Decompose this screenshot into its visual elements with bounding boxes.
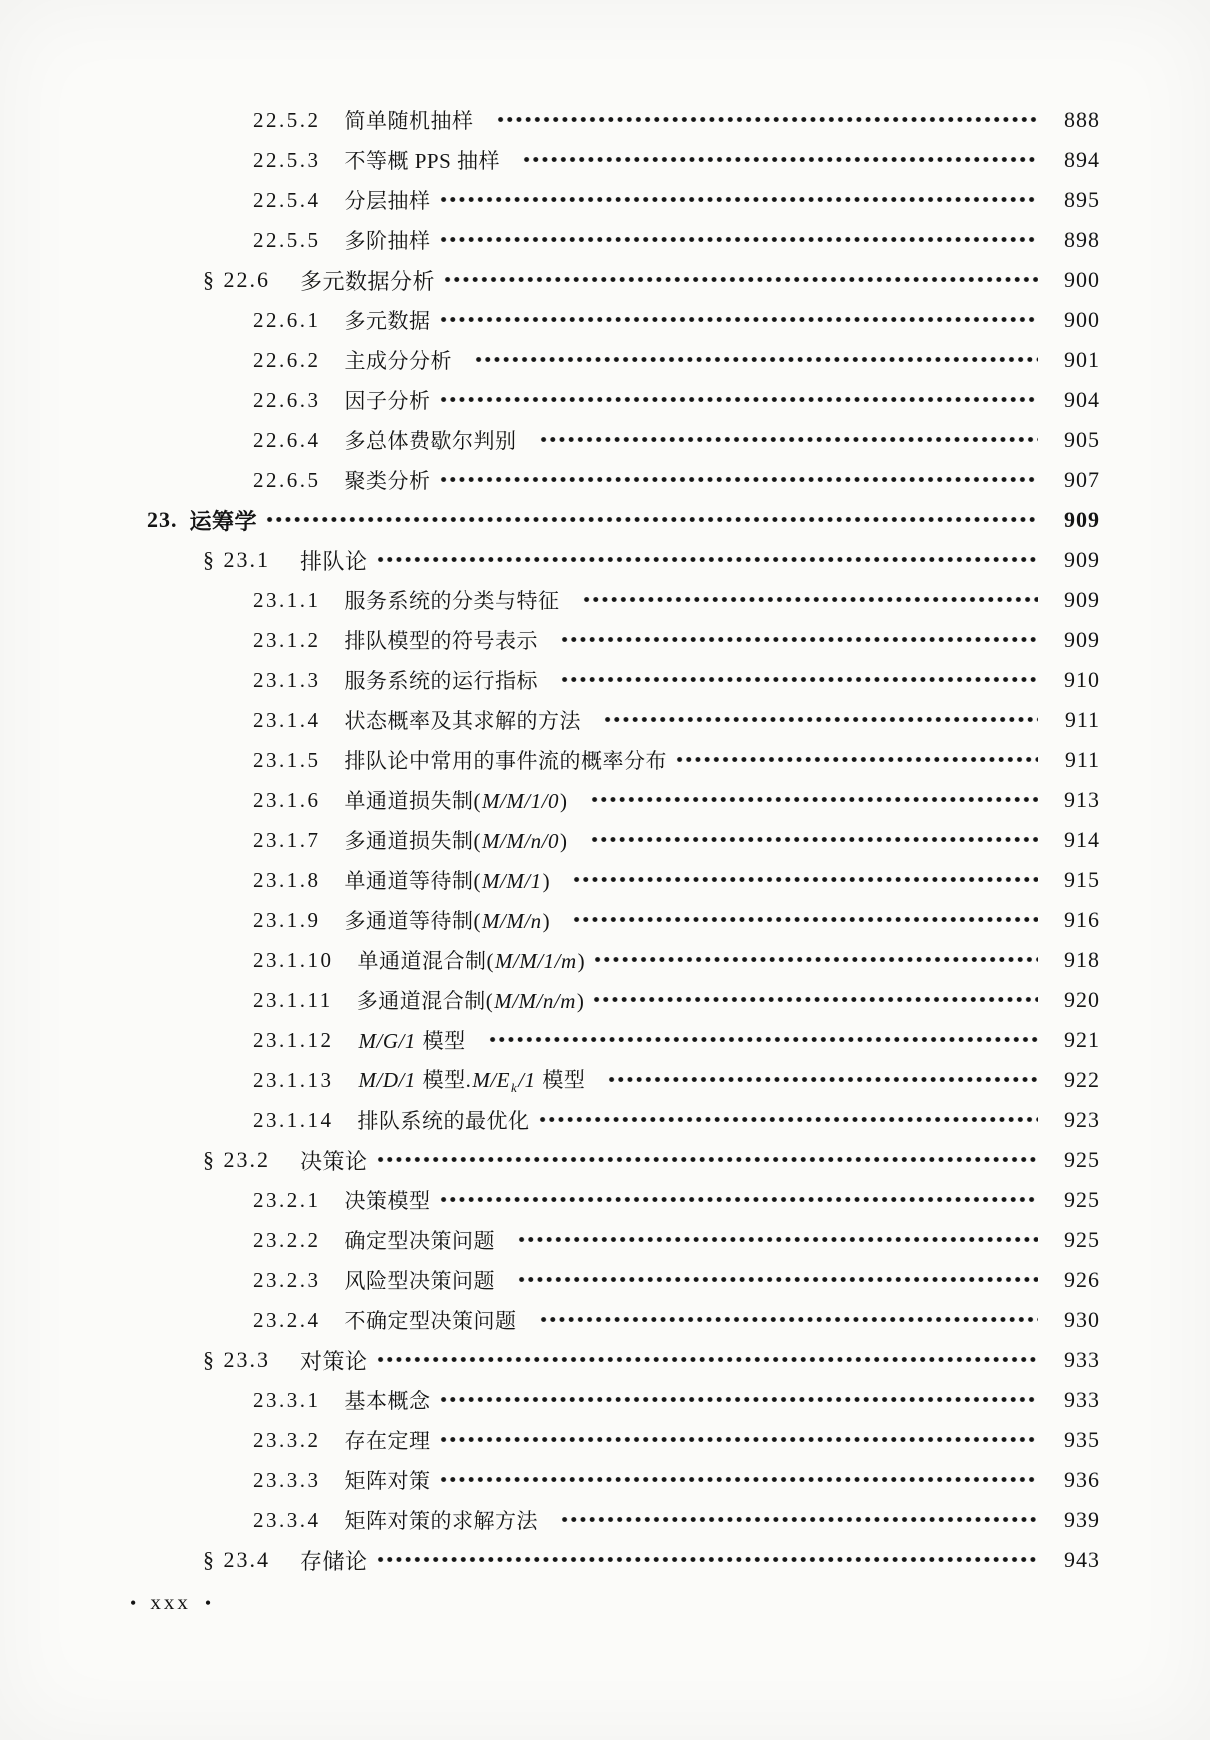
- toc-entry-number: 22.6.4: [253, 427, 321, 452]
- toc-entry-page: 910: [1064, 667, 1100, 692]
- dot-leader-icon: [572, 900, 1038, 940]
- toc-entry-page: 914: [1064, 827, 1100, 852]
- toc-entry-page: 895: [1064, 187, 1100, 212]
- toc-row: [0, 700, 1210, 740]
- toc-entry-number: § 23.4: [203, 1547, 270, 1572]
- toc-entry-page: 916: [1064, 907, 1100, 932]
- toc-row: [0, 1540, 1210, 1580]
- toc-entry-page: 898: [1064, 227, 1100, 252]
- dot-leader-icon: [582, 580, 1039, 620]
- toc-row: [0, 1260, 1210, 1300]
- toc-row: [0, 1460, 1210, 1500]
- toc-entry-title: 单通道等待制(M/M/1): [344, 869, 551, 893]
- dot-leader-icon: [439, 1180, 1039, 1220]
- toc-entry-number: 22.6.1: [253, 307, 321, 332]
- math-notation: M/E: [472, 1068, 510, 1092]
- dot-leader-icon: [265, 500, 1038, 540]
- toc-row: [0, 740, 1210, 780]
- toc-entry-page: 909: [1064, 507, 1100, 532]
- toc-entry-page: 921: [1064, 1027, 1100, 1052]
- toc-row: [0, 180, 1210, 220]
- toc-entry-title: 不等概 PPS 抽样: [344, 149, 501, 173]
- toc-entry-title: 风险型决策问题: [344, 1269, 495, 1293]
- toc-entry-title: 决策论: [300, 1148, 368, 1174]
- toc-entry-number: 23.3.3: [253, 1467, 321, 1492]
- toc-row: [0, 420, 1210, 460]
- toc-entry-number: 23.3.2: [253, 1427, 321, 1452]
- math-notation: M/M/1/0: [482, 789, 559, 813]
- toc-entry-title: 决策模型: [344, 1189, 431, 1213]
- toc-entry-title: 多总体费歇尔判别: [344, 429, 517, 453]
- toc-entry-number: 23.2.3: [253, 1267, 321, 1292]
- toc-row: [0, 1500, 1210, 1540]
- toc-entry-page: 933: [1064, 1387, 1100, 1412]
- toc-entry-page: 925: [1064, 1147, 1100, 1172]
- toc-entry-page: 922: [1064, 1067, 1100, 1092]
- math-notation: M/G/1: [358, 1029, 416, 1053]
- toc-entry-number: 23.1.10: [253, 947, 334, 972]
- toc-entry-title: 对策论: [300, 1348, 368, 1374]
- toc-entry-number: 23.1.7: [253, 827, 321, 852]
- math-notation: M/M/n: [482, 909, 542, 933]
- dot-leader-icon: [439, 460, 1039, 500]
- toc-row: [0, 140, 1210, 180]
- toc-entry-title: 排队论: [300, 548, 368, 574]
- toc-row: [0, 780, 1210, 820]
- dot-leader-icon: [439, 1420, 1039, 1460]
- toc-entry-page: 918: [1064, 947, 1100, 972]
- toc-entry-page: 930: [1064, 1307, 1100, 1332]
- toc-entry-number: 22.5.3: [253, 147, 321, 172]
- toc-entry-number: 23.2.2: [253, 1227, 321, 1252]
- toc-entry-page: 900: [1064, 307, 1100, 332]
- toc-row: [0, 580, 1210, 620]
- dot-leader-icon: [443, 260, 1038, 300]
- toc-row: [0, 620, 1210, 660]
- toc-row: [0, 300, 1210, 340]
- dot-leader-icon: [439, 300, 1039, 340]
- toc-entry-title: 矩阵对策: [344, 1469, 431, 1493]
- toc-entry-page: 925: [1064, 1187, 1100, 1212]
- dot-leader-icon: [522, 140, 1038, 180]
- toc-entry-title: 排队模型的符号表示: [344, 629, 538, 653]
- toc-entry-number: 22.5.2: [253, 107, 321, 132]
- toc-list: [0, 100, 1210, 1580]
- dot-leader-icon: [592, 980, 1038, 1020]
- toc-entry-number: § 23.2: [203, 1147, 270, 1172]
- toc-entry-number: 23.: [147, 507, 178, 532]
- dot-leader-icon: [496, 100, 1039, 140]
- toc-row: [0, 1100, 1210, 1140]
- toc-row: [0, 380, 1210, 420]
- toc-entry-number: 23.1.2: [253, 627, 321, 652]
- toc-entry-title: 单通道混合制(M/M/1/m): [357, 949, 586, 973]
- toc-entry-title: 多通道混合制(M/M/n/m): [356, 989, 585, 1013]
- toc-row: [0, 1420, 1210, 1460]
- toc-entry-title: 存在定理: [344, 1429, 431, 1453]
- toc-row: [0, 340, 1210, 380]
- toc-entry-title: 运筹学: [189, 508, 258, 534]
- toc-entry-page: 909: [1064, 627, 1100, 652]
- toc-entry-page: 911: [1064, 707, 1100, 732]
- toc-entry-page: 907: [1064, 467, 1100, 492]
- dot-leader-icon: [439, 220, 1039, 260]
- toc-entry-title: 矩阵对策的求解方法: [344, 1509, 538, 1533]
- toc-entry-page: 888: [1064, 107, 1100, 132]
- toc-row: [0, 940, 1210, 980]
- toc-entry-page: 894: [1064, 147, 1100, 172]
- toc-entry-page: 904: [1064, 387, 1100, 412]
- toc-entry-title: 多阶抽样: [344, 229, 431, 253]
- toc-row: [0, 1220, 1210, 1260]
- toc-entry-page: 911: [1064, 747, 1100, 772]
- dot-leader-icon: [376, 540, 1038, 580]
- math-notation: M/M/1: [482, 869, 542, 893]
- dot-leader-icon: [560, 1500, 1038, 1540]
- toc-entry-number: 23.3.4: [253, 1507, 321, 1532]
- footer-page-label: xxx: [150, 1590, 191, 1614]
- dot-leader-icon: [376, 1540, 1038, 1580]
- toc-entry-title: 状态概率及其求解的方法: [344, 709, 581, 733]
- dot-leader-icon: [590, 780, 1039, 820]
- toc-entry-number: 22.6.2: [253, 347, 321, 372]
- toc-entry-number: 23.1.4: [253, 707, 321, 732]
- toc-entry-number: 23.1.5: [253, 747, 321, 772]
- toc-entry-title: 多通道损失制(M/M/n/0): [344, 829, 568, 853]
- toc-entry-number: 23.1.13: [253, 1067, 334, 1092]
- toc-entry-number: 23.1.8: [253, 867, 321, 892]
- toc-entry-page: 933: [1064, 1347, 1100, 1372]
- toc-entry-title: 主成分分析: [344, 349, 452, 373]
- toc-entry-number: 23.1.14: [253, 1107, 334, 1132]
- dot-leader-icon: [439, 180, 1039, 220]
- math-notation: M/M/n/m: [494, 989, 576, 1013]
- dot-leader-icon: [675, 740, 1038, 780]
- toc-entry-title: 排队系统的最优化: [357, 1109, 530, 1133]
- toc-entry-number: 23.1.11: [253, 987, 333, 1012]
- toc-row: [0, 500, 1210, 540]
- dot-leader-icon: [517, 1220, 1038, 1260]
- toc-row: [0, 260, 1210, 300]
- dot-leader-icon: [439, 1460, 1039, 1500]
- dot-leader-icon: [560, 660, 1038, 700]
- toc-entry-title: 多元数据: [344, 309, 431, 333]
- toc-row: [0, 860, 1210, 900]
- dot-leader-icon: [439, 1380, 1039, 1420]
- toc-entry-title: 多元数据分析: [300, 268, 436, 294]
- toc-entry-page: 925: [1064, 1227, 1100, 1252]
- toc-row: [0, 540, 1210, 580]
- toc-row: [0, 1180, 1210, 1220]
- toc-row: [0, 900, 1210, 940]
- toc-entry-number: 22.5.4: [253, 187, 321, 212]
- toc-entry-number: 22.6.3: [253, 387, 321, 412]
- dot-leader-icon: [572, 860, 1038, 900]
- math-notation: k: [510, 1080, 518, 1095]
- toc-entry-page: 913: [1064, 787, 1100, 812]
- toc-row: [0, 1020, 1210, 1060]
- toc-entry-number: 23.1.12: [253, 1027, 334, 1052]
- toc-entry-title: 存储论: [300, 1548, 368, 1574]
- toc-entry-title: 因子分析: [344, 389, 431, 413]
- toc-entry-title: 分层抽样: [344, 189, 431, 213]
- toc-entry-title: 单通道损失制(M/M/1/0): [344, 789, 568, 813]
- toc-entry-number: § 22.6: [203, 267, 270, 292]
- toc-entry-number: 23.2.1: [253, 1187, 321, 1212]
- toc-row: [0, 1140, 1210, 1180]
- toc-entry-page: 935: [1064, 1427, 1100, 1452]
- dot-leader-icon: [488, 1020, 1038, 1060]
- toc-entry-page: 923: [1064, 1107, 1100, 1132]
- toc-entry-number: 22.6.5: [253, 467, 321, 492]
- dot-leader-icon: [590, 820, 1039, 860]
- toc-row: [0, 660, 1210, 700]
- toc-entry-page: 915: [1064, 867, 1100, 892]
- dot-leader-icon: [603, 700, 1038, 740]
- toc-entry-title: 确定型决策问题: [344, 1229, 495, 1253]
- dot-leader-icon: [560, 620, 1038, 660]
- toc-entry-title: M/G/1 模型: [358, 1029, 466, 1053]
- toc-entry-number: 23.1.9: [253, 907, 321, 932]
- toc-entry-page: 909: [1064, 587, 1100, 612]
- toc-row: [0, 980, 1210, 1020]
- toc-row: [0, 1340, 1210, 1380]
- toc-entry-page: 943: [1064, 1547, 1100, 1572]
- toc-row: [0, 220, 1210, 260]
- toc-entry-page: 926: [1064, 1267, 1100, 1292]
- toc-entry-number: 23.2.4: [253, 1307, 321, 1332]
- toc-row: [0, 1060, 1210, 1100]
- dot-leader-icon: [539, 1300, 1039, 1340]
- toc-entry-title: 基本概念: [344, 1389, 431, 1413]
- toc-entry-title: 简单随机抽样: [344, 109, 474, 133]
- footer-bullet-left-icon: •: [130, 1592, 137, 1613]
- toc-entry-number: 23.1.6: [253, 787, 321, 812]
- toc-entry-number: 23.1.3: [253, 667, 321, 692]
- toc-entry-title: 不确定型决策问题: [344, 1309, 517, 1333]
- toc-entry-page: 901: [1064, 347, 1100, 372]
- toc-entry-number: § 23.1: [203, 547, 270, 572]
- toc-entry-title: 服务系统的分类与特征: [344, 589, 560, 613]
- toc-row: [0, 100, 1210, 140]
- toc-entry-title: 排队论中常用的事件流的概率分布: [344, 749, 667, 773]
- toc-entry-page: 920: [1064, 987, 1100, 1012]
- toc-entry-title: 服务系统的运行指标: [344, 669, 538, 693]
- math-notation: M/M/n/0: [482, 829, 559, 853]
- toc-entry-page: 936: [1064, 1467, 1100, 1492]
- toc-entry-number: 23.1.1: [253, 587, 321, 612]
- dot-leader-icon: [539, 420, 1039, 460]
- math-notation: M/D/1: [358, 1068, 416, 1092]
- toc-entry-page: 939: [1064, 1507, 1100, 1532]
- dot-leader-icon: [607, 1060, 1038, 1100]
- math-notation: /1: [518, 1068, 536, 1092]
- toc-entry-title: M/D/1 模型$.M/E_k/1$ 模型: [358, 1068, 586, 1095]
- toc-entry-title: 多通道等待制(M/M/n): [344, 909, 551, 933]
- dot-leader-icon: [376, 1340, 1038, 1380]
- toc-entry-title: 聚类分析: [344, 469, 431, 493]
- toc-entry-page: 905: [1064, 427, 1100, 452]
- page-footer: [130, 1590, 211, 1615]
- toc-entry-number: 22.5.5: [253, 227, 321, 252]
- dot-leader-icon: [593, 940, 1038, 980]
- toc-row: [0, 1300, 1210, 1340]
- footer-bullet-right-icon: •: [204, 1592, 212, 1613]
- toc-entry-page: 909: [1064, 547, 1100, 572]
- dot-leader-icon: [517, 1260, 1038, 1300]
- toc-entry-page: 900: [1064, 267, 1100, 292]
- toc-entry-number: § 23.3: [203, 1347, 270, 1372]
- toc-entry-number: 23.3.1: [253, 1387, 321, 1412]
- toc-row: [0, 460, 1210, 500]
- toc-row: [0, 820, 1210, 860]
- dot-leader-icon: [474, 340, 1038, 380]
- dot-leader-icon: [439, 380, 1039, 420]
- math-notation: M/M/1/m: [495, 949, 577, 973]
- toc-row: [0, 1380, 1210, 1420]
- dot-leader-icon: [376, 1140, 1038, 1180]
- dot-leader-icon: [538, 1100, 1039, 1140]
